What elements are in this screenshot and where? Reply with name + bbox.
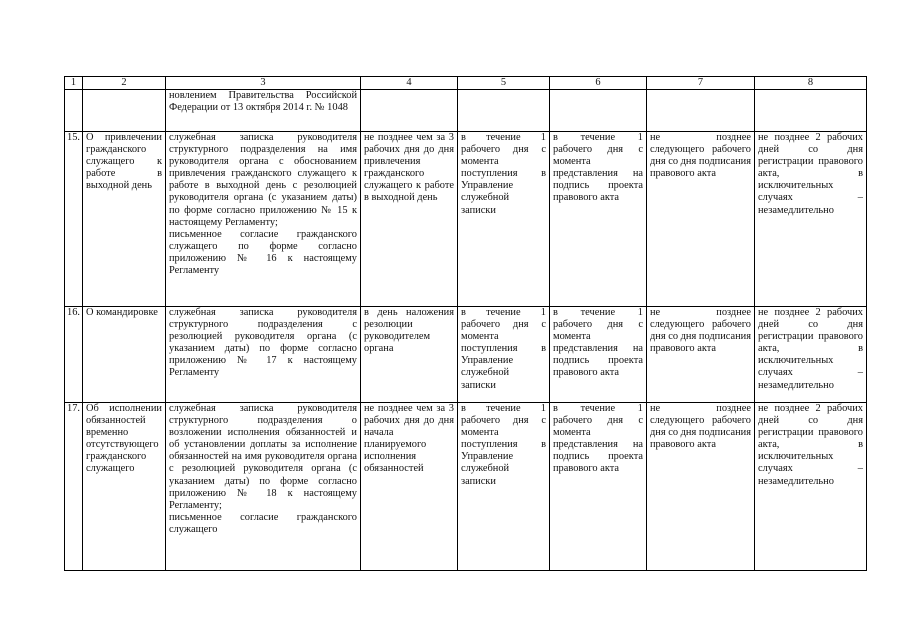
- document-type: О командировке: [83, 307, 166, 403]
- document-type: Об исполнении обязанностей временно отсутствующего гражданского служащего: [83, 403, 166, 571]
- document-type: О привлечении гражданского служащего к работе в выходной день: [83, 132, 166, 307]
- column-number: 3: [166, 77, 361, 90]
- column-number: 1: [65, 77, 83, 90]
- signing-term: в течение 1 рабочего дня с момента представления на подпись проекта правового акта: [550, 132, 647, 307]
- required-documents: служебная записка руководителя структурного подразделения о возложении исполнения обязанностей и об установлении доплаты за исполнение обязанностей на имя руководителя органа с резолюцией руководителя органа (с указанием даты) по форме согласно приложению № 18 к настоящему Регламенту; письменное согласие гражданского служащего: [166, 403, 361, 571]
- registration-term: не позднее следующего рабочего дня со дня подписания правового акта: [647, 403, 755, 571]
- required-documents: служебная записка руководителя структурного подразделения с резолюцией руководителя органа (с указанием даты) по форме согласно приложению № 17 к настоящему Регламенту: [166, 307, 361, 403]
- preparation-term: в течение 1 рабочего дня с момента поступления в Управление служебной записки: [458, 307, 550, 403]
- empty-cell: [83, 90, 166, 132]
- registration-term: не позднее следующего рабочего дня со дня подписания правового акта: [647, 132, 755, 307]
- signing-term: в течение 1 рабочего дня с момента представления на подпись проекта правового акта: [550, 307, 647, 403]
- signing-term: в течение 1 рабочего дня с момента представления на подпись проекта правового акта: [550, 403, 647, 571]
- row-number: 17.: [65, 403, 83, 571]
- column-number-row: [65, 77, 867, 90]
- registration-term: не позднее следующего рабочего дня со дня подписания правового акта: [647, 307, 755, 403]
- table-row: [65, 307, 867, 403]
- column-number: 4: [361, 77, 458, 90]
- preparation-term: в течение 1 рабочего дня с момента поступления в Управление служебной записки: [458, 403, 550, 571]
- column-number: 8: [755, 77, 867, 90]
- continuation-text: новлением Правительства Российской Федерации от 13 октября 2014 г. № 1048: [166, 90, 361, 132]
- continuation-row: [65, 90, 867, 132]
- column-number: 7: [647, 77, 755, 90]
- required-documents: служебная записка руководителя структурного подразделения на имя руководителя органа с обоснованием привлечения гражданского служащего к работе в выходной день с резолюцией руководителя органа (с указанием даты) по форме согласно приложению № 15 к настоящему Регламенту; письменное согласие гражданского служащего по форме согласно приложению № 16 к настоящему Регламенту: [166, 132, 361, 307]
- row-number: 15.: [65, 132, 83, 307]
- empty-cell: [458, 90, 550, 132]
- informing-term: не позднее 2 рабочих дней со дня регистрации правового акта, в исключительных случаях – незамедлительно: [755, 132, 867, 307]
- informing-term: не позднее 2 рабочих дней со дня регистрации правового акта, в исключительных случаях – незамедлительно: [755, 403, 867, 571]
- column-number: 6: [550, 77, 647, 90]
- column-number: 5: [458, 77, 550, 90]
- empty-cell: [647, 90, 755, 132]
- empty-cell: [361, 90, 458, 132]
- column-number: 2: [83, 77, 166, 90]
- submission-term: не позднее чем за 3 рабочих дня до дня начала планируемого исполнения обязанностей: [361, 403, 458, 571]
- submission-term: не позднее чем за 3 рабочих дня до дня привлечения гражданского служащего к работе в выходной день: [361, 132, 458, 307]
- empty-cell: [755, 90, 867, 132]
- row-number: 16.: [65, 307, 83, 403]
- empty-cell: [550, 90, 647, 132]
- preparation-term: в течение 1 рабочего дня с момента поступления в Управление служебной записки: [458, 132, 550, 307]
- regulation-table: [64, 76, 867, 571]
- empty-cell: [65, 90, 83, 132]
- table-row: [65, 403, 867, 571]
- informing-term: не позднее 2 рабочих дней со дня регистрации правового акта, в исключительных случаях – незамедлительно: [755, 307, 867, 403]
- submission-term: в день наложения резолюции руководителем органа: [361, 307, 458, 403]
- table-row: [65, 132, 867, 307]
